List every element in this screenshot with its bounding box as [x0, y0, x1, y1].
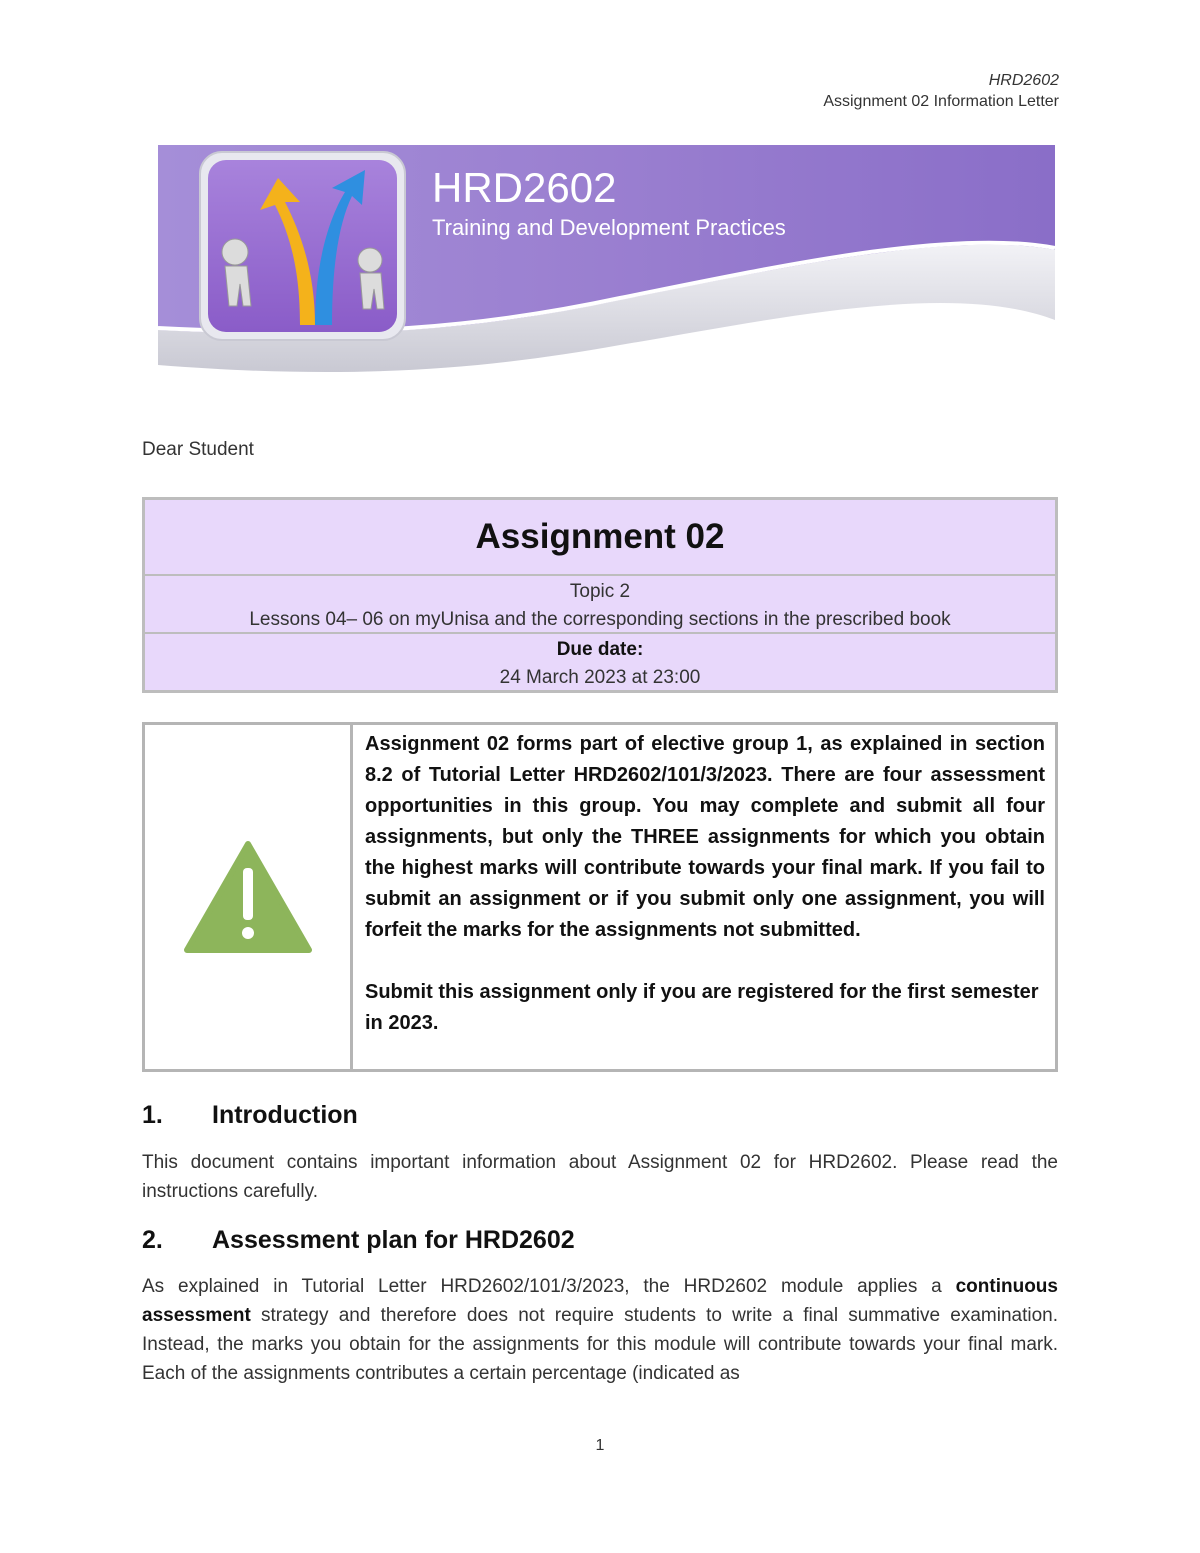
- section-heading-assessment-plan: [142, 1226, 575, 1255]
- header-subtitle: Assignment 02 Information Letter: [823, 93, 1059, 110]
- assignment-title: Assignment 02: [475, 517, 725, 556]
- body-bold-text: continuous assessment: [142, 1276, 1058, 1326]
- banner-logo-tile: [200, 152, 405, 340]
- section-body-assessment-plan: [142, 1272, 1058, 1388]
- page-number: 1: [595, 1437, 605, 1454]
- section-number: 1.: [142, 1101, 163, 1129]
- section-title: Assessment plan for HRD2602: [212, 1226, 575, 1254]
- warning-icon: [183, 840, 313, 954]
- assignment-due-row: [145, 632, 1055, 690]
- assignment-topic-row: [145, 574, 1055, 632]
- greeting: Dear Student: [142, 439, 254, 460]
- section-heading-introduction: [142, 1101, 358, 1130]
- header-module-code: HRD2602: [988, 72, 1059, 89]
- notice-paragraph: Assignment 02 forms part of elective group 1, as explained in section 8.2 of Tutorial Letter HRD2602/101/3/2023. There are four assessment opportunities in this group. You may complete and submit all four assignments, but only the THREE assignments for which you obtain the highest marks will contribute towards your final mark. If you fail to submit an assignment or if you submit only one assignment, you will forfeit the marks for the assignments not submitted.: [365, 733, 1045, 941]
- figure-right-icon: [358, 248, 384, 309]
- section-number: 2.: [142, 1226, 163, 1254]
- assignment-topic: Topic 2: [569, 581, 631, 602]
- notice-paragraph: Submit this assignment only if you are registered for the first semester in 2023.: [365, 981, 1039, 1034]
- assignment-lessons: Lessons 04– 06 on myUnisa and the corresponding sections in the prescribed book: [249, 609, 951, 630]
- section-body-introduction: This document contains important information about Assignment 02 for HRD2602. Please read the instructions carefully.: [142, 1152, 1058, 1202]
- module-banner: [150, 140, 1060, 390]
- section-title: Introduction: [212, 1101, 358, 1129]
- body-text: As explained in Tutorial Letter HRD2602/101/3/2023, the HRD2602 module applies a: [142, 1276, 956, 1297]
- notice-text: [353, 725, 1055, 1069]
- banner-subtitle: Training and Development Practices: [432, 215, 786, 240]
- due-date-value: 24 March 2023 at 23:00: [499, 667, 701, 688]
- page-header: [823, 70, 1059, 112]
- due-date-label: Due date:: [556, 639, 644, 660]
- body-text: strategy and therefore does not require students to write a final summative examination. Instead, the marks you obtain for the assignments for this module will contribute towards your final mark. Each of the assignments contributes a certain percentage (indicated as: [142, 1305, 1058, 1384]
- notice-box: [142, 722, 1058, 1072]
- notice-icon-cell: [145, 725, 353, 1069]
- assignment-info-box: [142, 497, 1058, 693]
- banner-title: HRD2602: [432, 164, 617, 211]
